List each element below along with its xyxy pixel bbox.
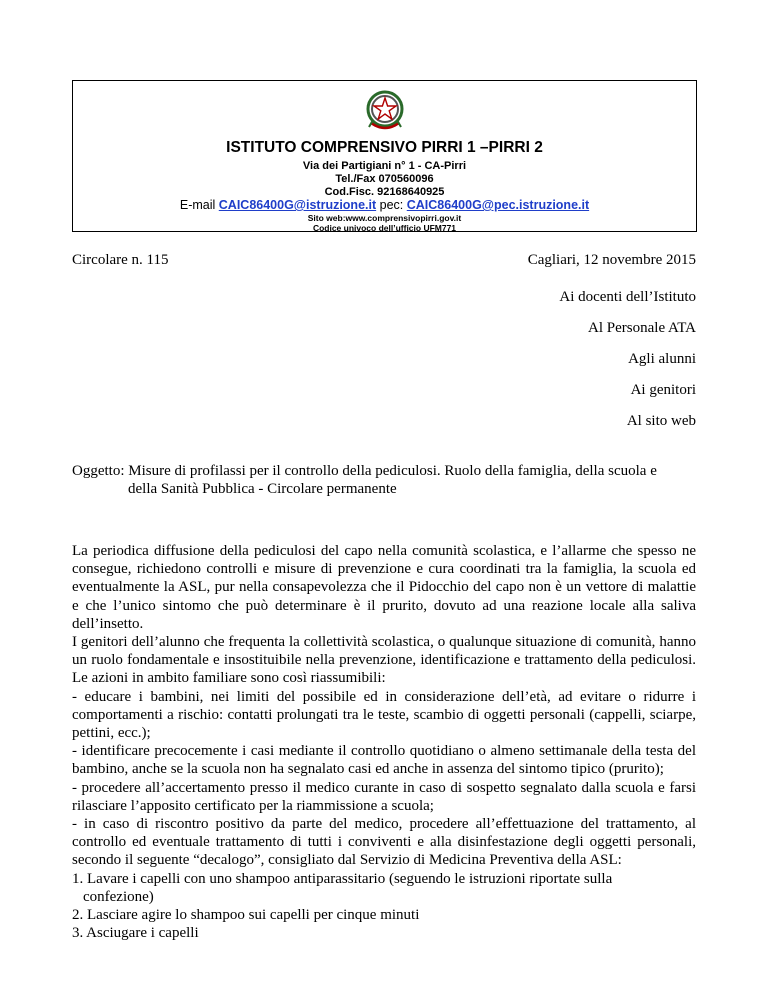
recipient: Ai docenti dell’Istituto (559, 289, 696, 305)
recipient: Ai genitori (630, 382, 696, 398)
email-line (73, 198, 696, 212)
pec-link[interactable]: CAIC86400G@pec.istruzione.it (406, 198, 590, 212)
paragraph: La periodica diffusione della pediculosi del capo nella comunità scolastica, e l’allarme che spesso ne consegue, richiedono controlli e misure di prevenzione e cura coordinati tra la famiglia, la scuola ed eventualmente la ASL, pur nella consapevolezza che il Pidocchio del capo non è un vettore di malattie e che l’unico sintomo che può determinare è il prurito, dovuto ad una reazione locale alla saliva dell’insetto. (72, 543, 696, 632)
school-codfisc: Cod.Fisc. 92168640925 (324, 186, 445, 198)
list-item: - educare i bambini, nei limiti del possibile ed in considerazione dell’età, ad evitare o ridurre i comportamenti a rischio: contatti prolungati tra le teste, scambio di oggetti personali (cappelli, sciarpe, pettini, ecc.); (72, 688, 696, 742)
school-telfax: Tel./Fax 070560096 (335, 173, 434, 185)
school-name: ISTITUTO COMPRENSIVO PIRRI 1 –PIRRI 2 (226, 139, 543, 156)
recipient: Al Personale ATA (588, 320, 696, 336)
letterhead (72, 80, 697, 232)
circular-number: Circolare n. 115 (72, 252, 169, 268)
list-item: - identificare precocemente i casi mediante il controllo quotidiano o almeno settimanale della testa del bambino, anche se la scuola non ha segnalato casi ed anche in assenza del sintomo tipico (prurito); (72, 743, 696, 778)
numbered-item: 1. Lavare i capelli con uno shampoo antiparassitario (seguendo le istruzioni riportate sulla (72, 870, 613, 887)
list-item: - in caso di riscontro positivo da parte del medico, procedere all’effettuazione del trattamento, al controllo ed eventuale trattamento di tutti i conviventi e alla disinfestazione degli oggetti personali, secondo il seguente “decalogo”, consigliato dal Servizio di Medicina Preventiva della ASL: (72, 816, 696, 869)
place-date: Cagliari, 12 novembre 2015 (527, 252, 696, 268)
letter-body (72, 542, 696, 942)
paragraph: I genitori dell’alunno che frequenta la collettività scolastica, o qualunque situazione di comunità, hanno un ruolo fondamentale e insostituibile nella prevenzione, identificazione e trattamento della pediculosi. Le azioni in ambito familiare sono così riassumibili: (72, 634, 696, 687)
school-website: Sito web:www.comprensivopirri.gov.it (307, 213, 462, 223)
email-link[interactable]: CAIC86400G@istruzione.it (218, 198, 377, 212)
pec-label: pec: (379, 198, 404, 212)
subject-line: della Sanità Pubblica - Circolare permanente (128, 481, 397, 497)
italian-emblem-icon (365, 89, 405, 133)
recipient: Al sito web (626, 413, 696, 429)
school-address: Via dei Partigiani n° 1 - CA-Pirri (302, 160, 467, 172)
numbered-item: 3. Asciugare i capelli (72, 925, 199, 942)
office-code: Codice univoco dell’ufficio UFM771 (312, 223, 457, 233)
numbered-item-continuation: confezione) (83, 888, 154, 905)
email-label: E-mail (179, 198, 216, 212)
numbered-item: 2. Lasciare agire lo shampoo sui capelli per cinque minuti (72, 907, 420, 924)
recipient: Agli alunni (628, 351, 696, 367)
list-item: - procedere all’accertamento presso il medico curante in caso di sospetto segnalato dalla scuola e farsi rilasciare l’apposito certificato per la riammissione a scuola; (72, 779, 696, 814)
subject-line: Oggetto: Misure di profilassi per il controllo della pediculosi. Ruolo della famiglia, della scuola e (72, 463, 657, 479)
